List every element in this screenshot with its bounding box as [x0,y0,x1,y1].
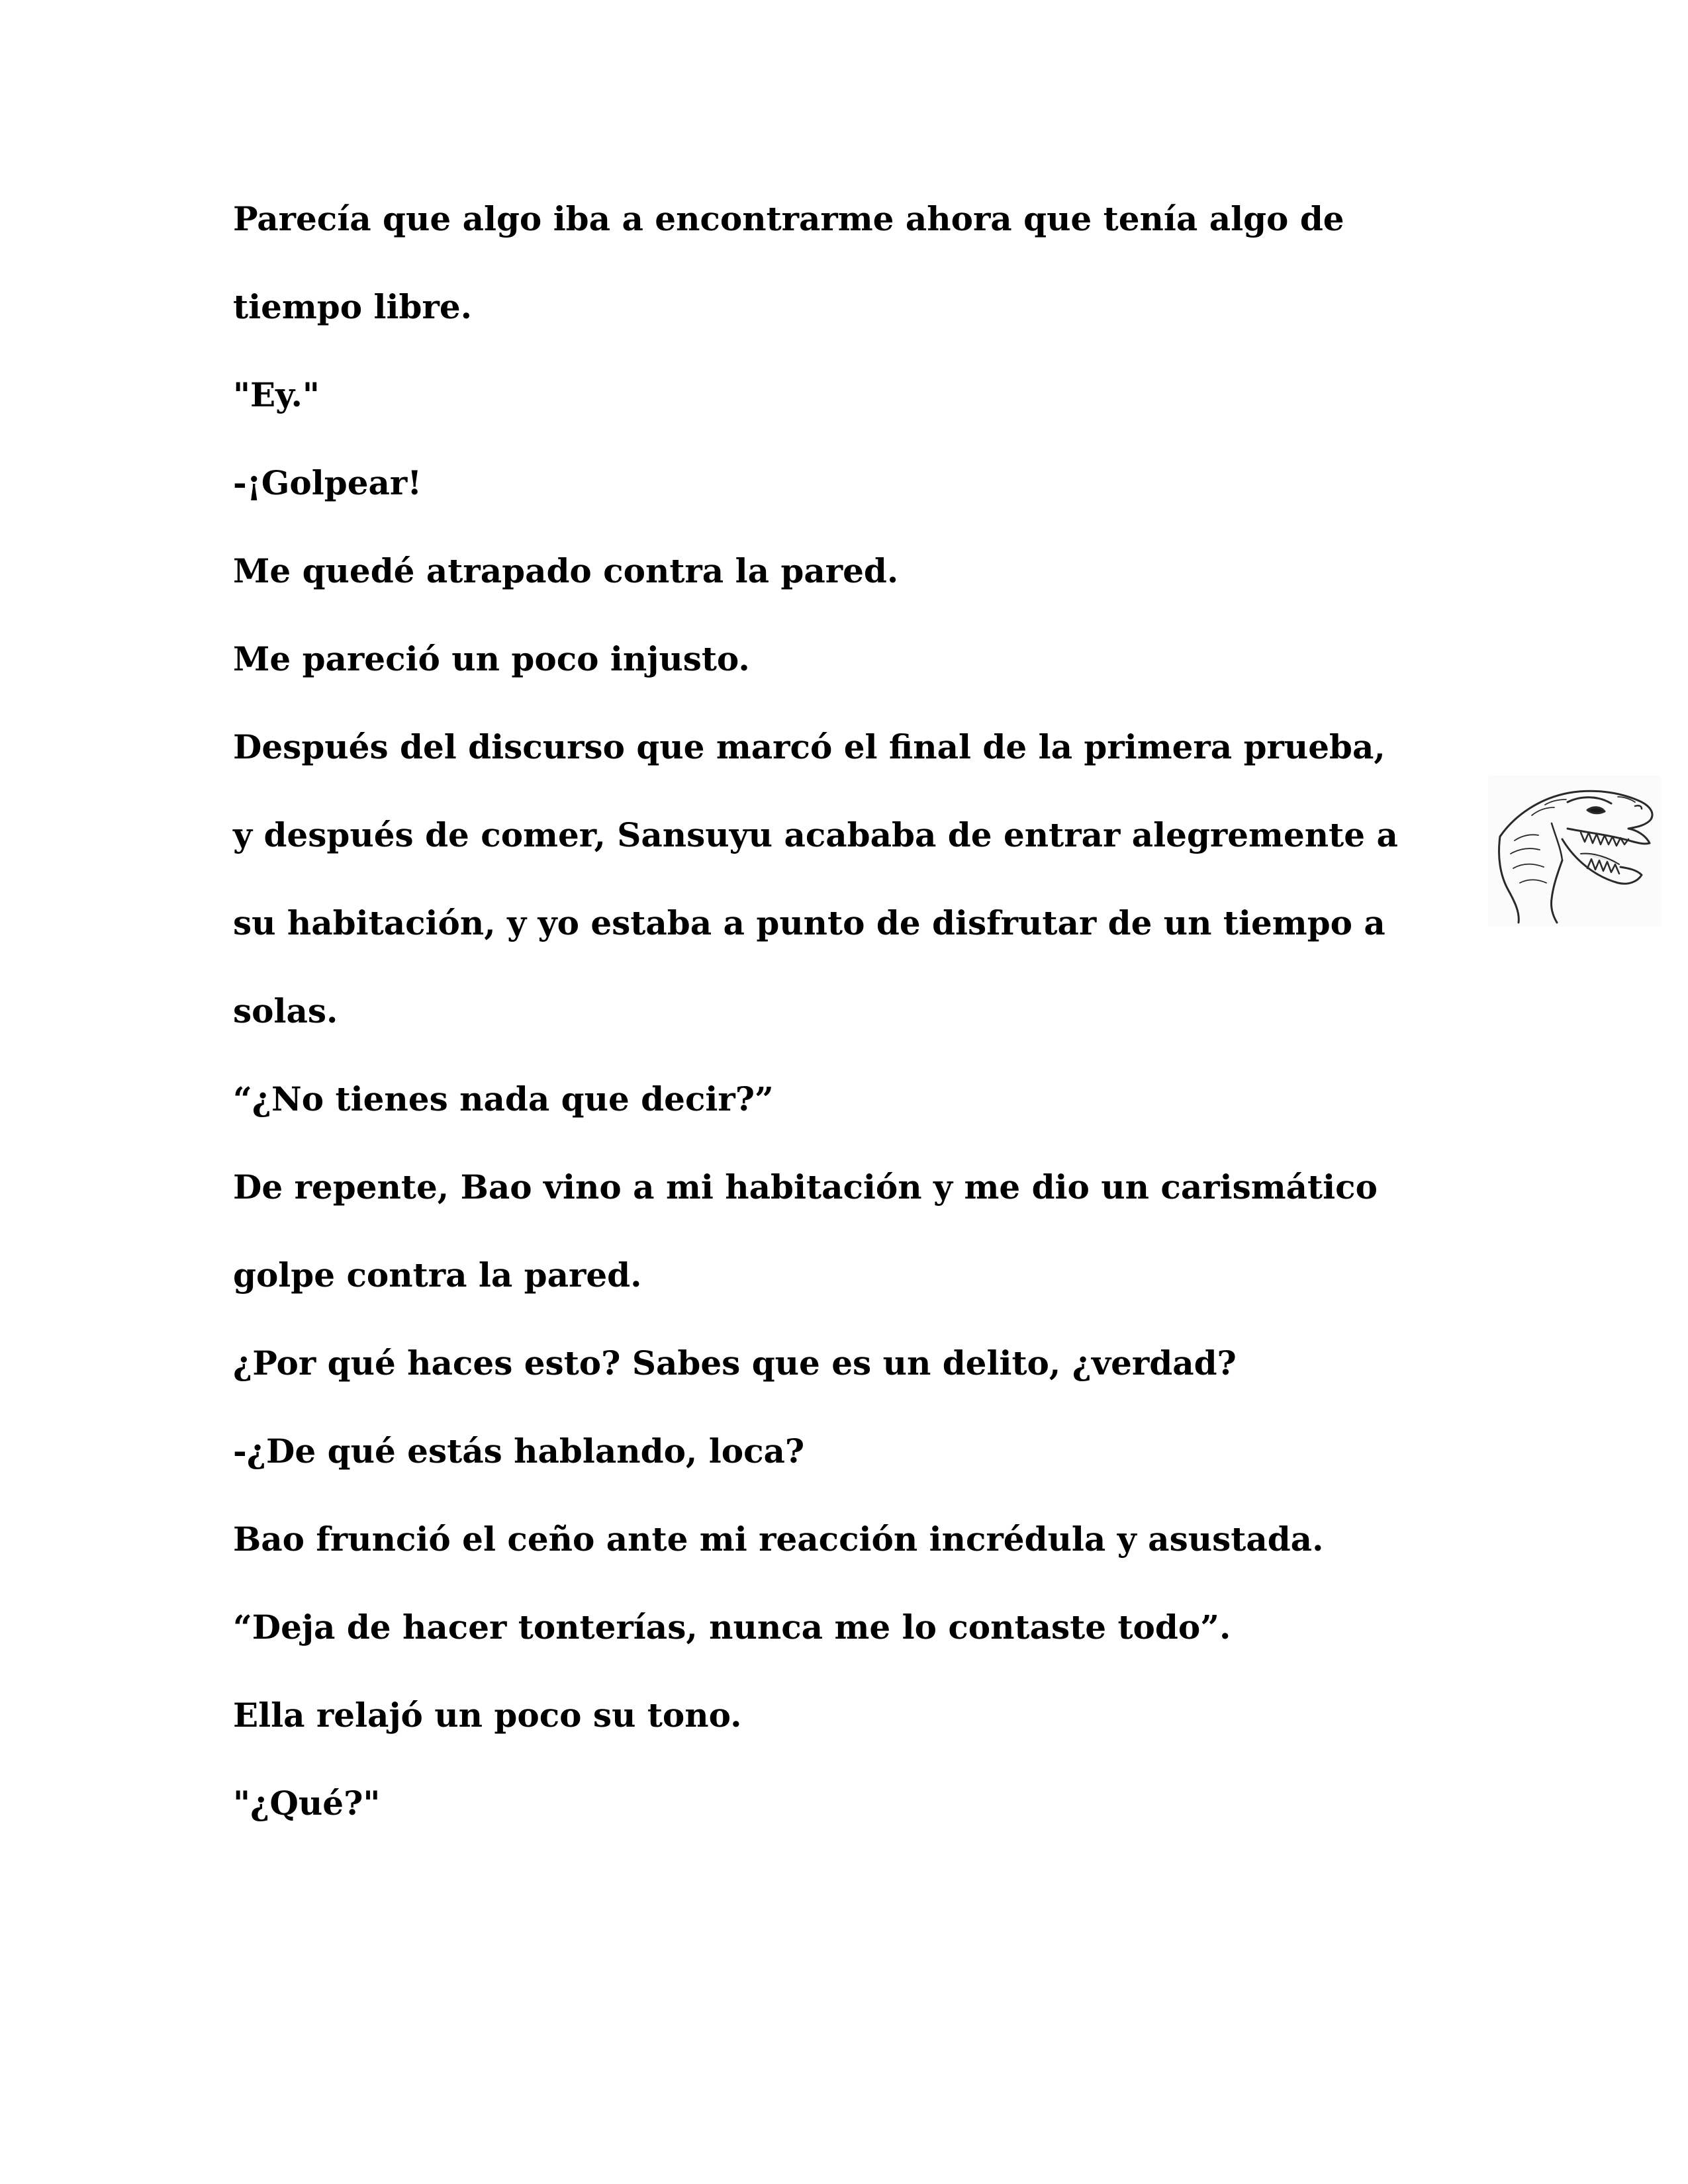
text-line: "Ey." [233,375,320,414]
text-line: su habitación, y yo estaba a punto de disfrutar de un tiempo a [233,903,1385,942]
body-text [233,193,1451,1866]
text-line: -¡Golpear! [233,463,422,502]
text-line: Bao frunció el ceño ante mi reacción incrédula y asustada. [233,1520,1324,1559]
text-line: Después del discurso que marcó el final de la primera prueba, [233,727,1385,766]
text-line: Parecía que algo iba a encontrarme ahora que tenía algo de [233,199,1344,238]
dinosaur-head-icon [1488,776,1662,927]
text-line: -¿De qué estás hablando, loca? [233,1432,805,1471]
text-line: solas. [233,991,338,1030]
text-line: Ella relajó un poco su tono. [233,1696,742,1735]
text-line: De repente, Bao vino a mi habitación y me dio un carismático [233,1167,1378,1206]
text-line: tiempo libre. [233,287,473,326]
text-line: golpe contra la pared. [233,1255,642,1295]
text-line: "¿Qué?" [233,1784,381,1823]
text-line: Me quedé atrapado contra la pared. [233,551,899,590]
text-line: “Deja de hacer tonterías, nunca me lo contaste todo”. [233,1608,1231,1647]
text-line: y después de comer, Sansuyu acababa de entrar alegremente a [233,815,1398,854]
text-line: “¿No tienes nada que decir?” [233,1079,774,1118]
text-line: Me pareció un poco injusto. [233,639,750,678]
text-line: ¿Por qué haces esto? Sabes que es un delito, ¿verdad? [233,1343,1237,1383]
